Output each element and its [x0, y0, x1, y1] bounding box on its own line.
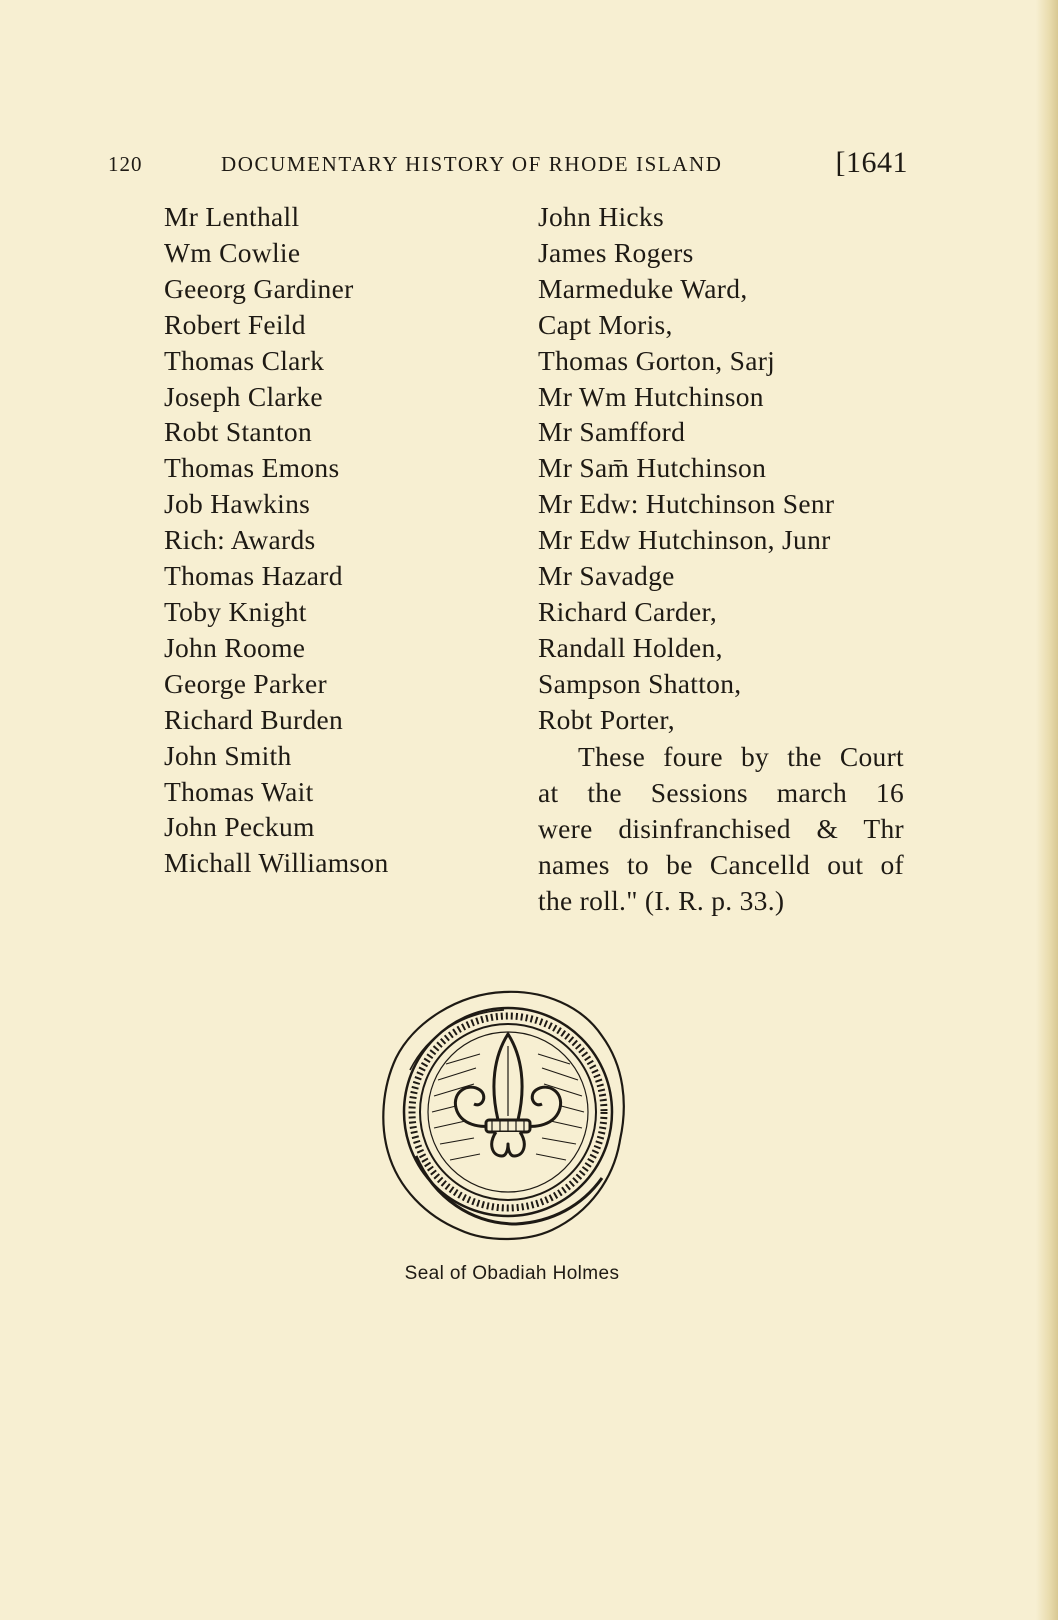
page-edge-shadow — [1036, 0, 1058, 1620]
list-item: Geeorg Gardiner — [164, 272, 354, 304]
list-item: John Smith — [164, 739, 292, 771]
list-item: Randall Holden, — [538, 631, 723, 663]
running-head — [108, 148, 908, 180]
list-item: Joseph Clarke — [164, 380, 323, 412]
list-item: Richard Burden — [164, 703, 344, 735]
list-item: Marmeduke Ward, — [538, 272, 748, 304]
list-item: Thomas Gorton, Sarj — [538, 344, 776, 376]
page-number: 120 — [108, 152, 143, 176]
list-item: Mr Samfford — [538, 416, 686, 448]
list-item: Capt Moris, — [538, 308, 673, 340]
list-item: James Rogers — [538, 236, 694, 268]
note-line: These foure by the Court — [578, 741, 904, 772]
note-line: names to be Cancelld out of — [538, 848, 904, 880]
list-item: Toby Knight — [164, 595, 307, 627]
disenfranchisement-note — [538, 739, 904, 919]
names-list-right — [538, 199, 834, 738]
names-list-left — [164, 199, 389, 881]
list-item: John Peckum — [164, 811, 315, 843]
fleur-de-lis-seal-icon — [376, 984, 632, 1244]
list-item: Mr Wm Hutchinson — [538, 380, 764, 412]
list-item: Wm Cowlie — [164, 236, 301, 268]
note-line: the roll." (I. R. p. 33.) — [538, 884, 785, 916]
note-line: at the Sessions march 16 — [538, 776, 904, 808]
list-item: Richard Carder, — [538, 595, 718, 627]
list-item: Thomas Hazard — [164, 560, 343, 592]
list-item: Thomas Clark — [164, 344, 325, 376]
list-item: Thomas Emons — [164, 452, 340, 484]
seal-caption: Seal of Obadiah Holmes — [404, 1263, 620, 1284]
list-item: Mr Sam̄ Hutchinson — [538, 452, 767, 484]
list-item: George Parker — [164, 667, 327, 699]
list-item: Rich: Awards — [164, 524, 316, 556]
list-item: Thomas Wait — [164, 775, 314, 807]
list-item: Job Hawkins — [164, 488, 311, 520]
list-item: John Roome — [164, 631, 306, 663]
list-item: Sampson Shatton, — [538, 667, 742, 699]
list-item: Robt Porter, — [538, 703, 675, 735]
note-line: were disinfranchised & Thr — [538, 812, 904, 844]
year-marker: [1641 — [835, 146, 908, 179]
list-item: Robert Feild — [164, 308, 306, 340]
list-item: Michall Williamson — [164, 847, 389, 879]
list-item: Mr Edw: Hutchinson Senr — [538, 488, 835, 520]
list-item: Mr Edw Hutchinson, Junr — [538, 524, 831, 556]
list-item: Robt Stanton — [164, 416, 312, 448]
list-item: Mr Lenthall — [164, 201, 300, 232]
list-item: John Hicks — [538, 201, 664, 232]
book-title: DOCUMENTARY HISTORY OF RHODE ISLAND — [221, 152, 723, 176]
list-item: Mr Savadge — [538, 560, 675, 592]
